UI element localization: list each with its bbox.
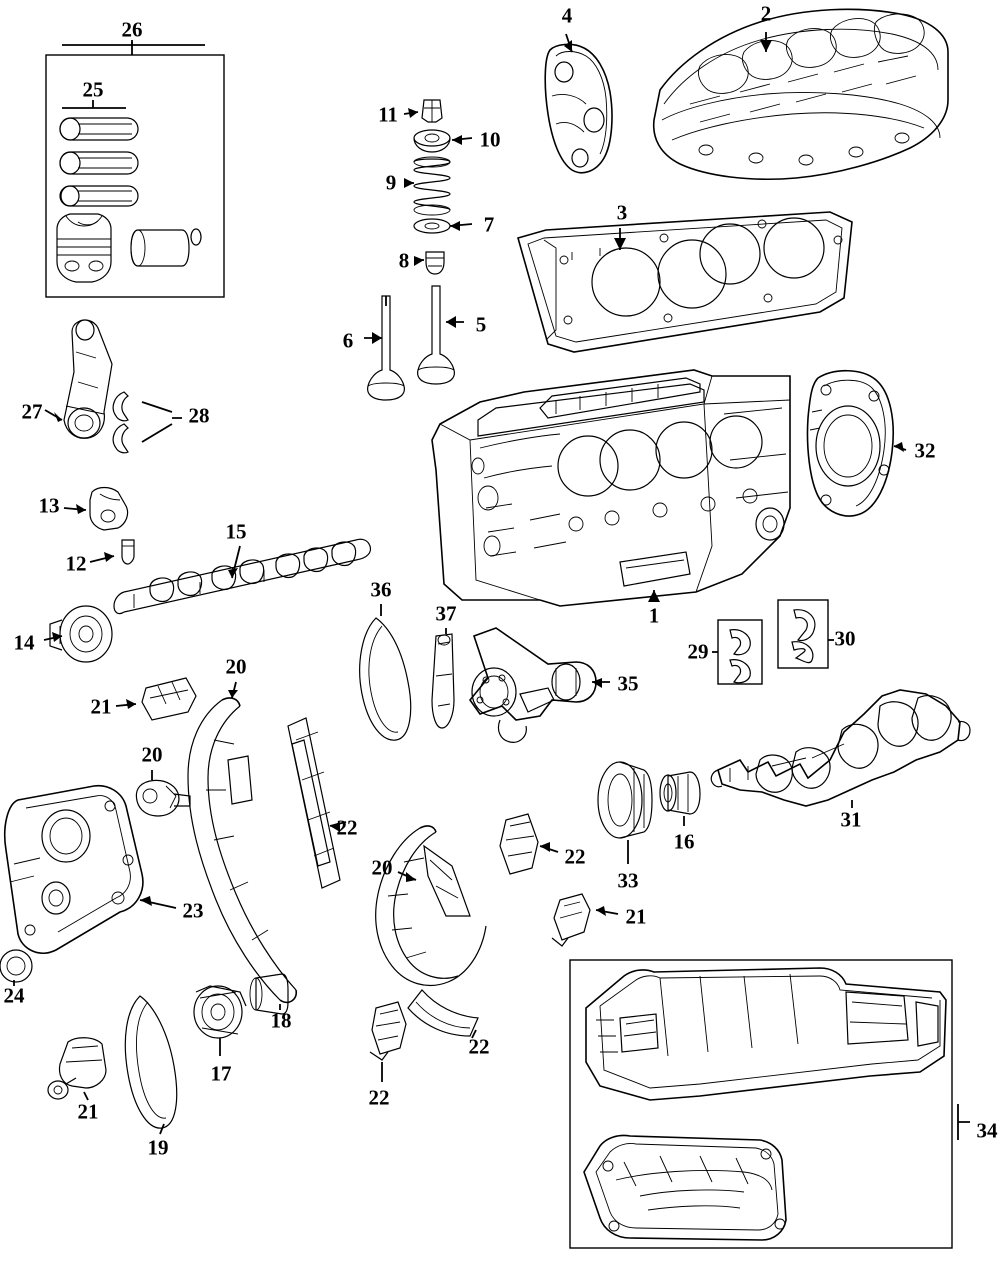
callout-34: 34 — [976, 1118, 998, 1143]
callout-11: 11 — [378, 102, 398, 127]
callout-36: 36 — [370, 577, 392, 602]
valve-spring — [404, 157, 450, 215]
timing-chain — [125, 996, 176, 1134]
callout-22a: 21 — [90, 694, 112, 719]
callout-25: 25 — [82, 77, 104, 102]
callout-20b: 20 — [371, 855, 393, 880]
chain-guide-rail-b — [376, 826, 486, 986]
callout-16: 16 — [673, 829, 695, 854]
callout-8: 8 — [398, 248, 410, 273]
timing-cover — [5, 786, 176, 953]
rear-main-seal-housing — [807, 371, 906, 516]
piston-pin — [131, 229, 201, 266]
callout-27: 27 — [21, 399, 43, 424]
callout-37: 37 — [435, 601, 457, 626]
chain-guide-e — [370, 1002, 406, 1082]
camshaft-adjuster — [44, 606, 112, 662]
oil-pump-guide — [432, 628, 454, 728]
callout-21a: 20 — [141, 742, 163, 767]
callout-21b: 21 — [625, 904, 647, 929]
callout-31: 31 — [840, 807, 862, 832]
piston — [57, 214, 111, 282]
callout-9: 9 — [385, 170, 397, 195]
callout-22c: 22 — [564, 844, 586, 869]
sprocket — [194, 986, 246, 1056]
callout-28: 28 — [188, 403, 210, 428]
head-gasket — [518, 212, 852, 352]
rod-bearings — [113, 392, 182, 453]
callout-22e: 22 — [368, 1085, 390, 1110]
valve-keeper — [404, 100, 442, 122]
callout-15: 15 — [225, 519, 247, 544]
callout-30: 30 — [834, 626, 856, 651]
cylinder-block — [432, 370, 790, 606]
callout-14: 14 — [13, 630, 35, 655]
thrust-washer-panel — [712, 620, 762, 684]
callout-3: 3 — [616, 200, 628, 225]
callout-24: 24 — [3, 983, 25, 1008]
chain-guide-b — [288, 718, 346, 888]
callout-22d: 22 — [468, 1034, 490, 1059]
callout-35: 35 — [617, 671, 639, 696]
callout-32: 32 — [914, 438, 936, 463]
callout-33: 33 — [617, 868, 639, 893]
crankshaft — [711, 690, 970, 808]
cylinder-head — [654, 9, 948, 179]
chain-tensioner-c — [48, 1038, 106, 1100]
main-bearing-panel — [778, 600, 834, 668]
callout-2: 2 — [760, 1, 772, 26]
valve-spring-seat — [414, 219, 472, 233]
callout-23: 23 — [182, 898, 204, 923]
front-crankshaft-seal — [0, 950, 32, 986]
chain-guide-a — [116, 678, 196, 720]
oil-pump-chain — [360, 604, 411, 740]
callout-20a: 20 — [225, 654, 247, 679]
chain-tensioner-b — [552, 894, 618, 946]
callout-26: 26 — [121, 17, 143, 42]
crankshaft-pulley — [598, 762, 652, 864]
chain-tensioner-rail — [188, 682, 296, 1002]
callout-5: 5 — [475, 312, 487, 337]
chain-guide-d — [408, 990, 478, 1038]
callout-21c: 21 — [77, 1099, 99, 1124]
valve-stem-seal — [414, 252, 444, 274]
oil-pan-panel — [570, 960, 970, 1248]
chain-tensioner-a — [136, 770, 190, 816]
chain-guide-c — [500, 814, 558, 874]
callout-4: 4 — [561, 3, 573, 28]
piston-assembly-panel — [46, 40, 224, 297]
callout-10: 10 — [479, 127, 501, 152]
camshaft — [114, 539, 370, 613]
exhaust-valve — [418, 286, 464, 384]
rocker-pivot — [90, 540, 134, 564]
callout-29: 29 — [687, 639, 709, 664]
camshaft-bearing-cap — [545, 34, 612, 173]
callout-6: 6 — [342, 328, 354, 353]
callout-13: 13 — [38, 493, 60, 518]
valve-spring-retainer — [414, 130, 472, 152]
piston-rings — [60, 118, 138, 206]
oil-pump — [470, 628, 610, 742]
callout-19: 19 — [147, 1135, 169, 1160]
rocker-arm — [64, 488, 128, 531]
callout-22b: 22 — [336, 815, 358, 840]
callout-1: 1 — [648, 603, 660, 628]
crankshaft-pulley-hub — [660, 772, 700, 826]
connecting-rod — [45, 320, 112, 438]
callout-17: 17 — [210, 1061, 232, 1086]
callout-12: 12 — [65, 551, 87, 576]
callout-18: 18 — [270, 1008, 292, 1033]
callout-7: 7 — [483, 212, 495, 237]
intake-valve — [364, 296, 404, 400]
